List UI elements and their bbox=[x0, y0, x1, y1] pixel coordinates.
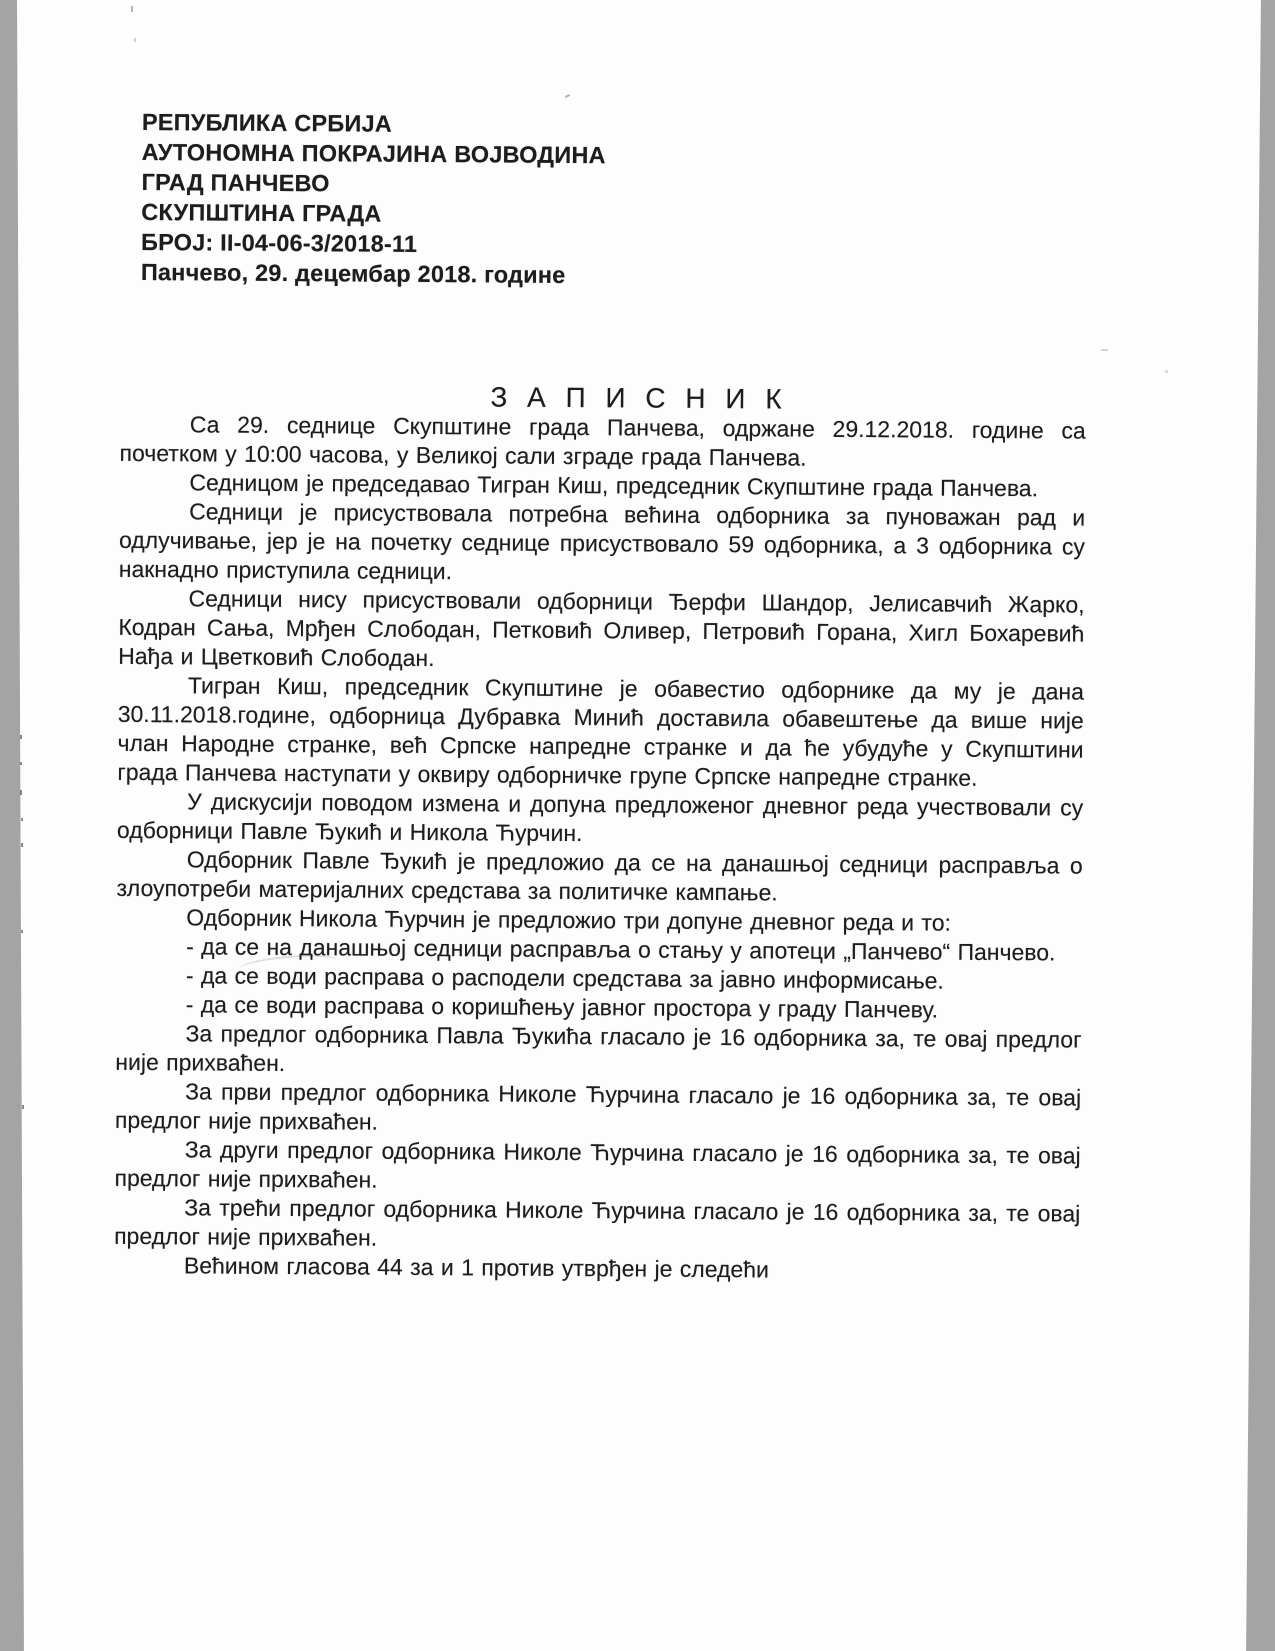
paper-edge-mark bbox=[21, 818, 23, 821]
para-vote-djukic: За предлог одборника Павла Ђукића гласало је 16 одборника за, те овај предлог није прихваћен. bbox=[115, 1020, 1082, 1077]
letterhead-assembly: СКУПШТИНА ГРАДА bbox=[141, 198, 382, 227]
letterhead bbox=[141, 107, 1088, 294]
para-djukic-proposal: Одборник Павле Ђукић је предложио да се на данашњој седници расправља о злоупотреби материјалних средстава за политичке кампање. bbox=[116, 846, 1083, 906]
para-party-change: Тигран Киш, председник Скупштине је обавестио одборнике да му је дана 30.11.2018.године, одборница Дубравка Минић доставила обавештење да више није члан Народне странке, већ Српске напредне странке и да ће убудуће у Скупштини града Панчева наступати у оквиру одборничке групе Српске напредне странке. bbox=[117, 672, 1085, 791]
agenda-item-media-funds: - да се води расправа о расподели средстава за јавно информисање. bbox=[185, 962, 944, 994]
para-chairman: Седницом је председавао Тигран Киш, председник Скупштине града Панчева. bbox=[189, 469, 1039, 502]
para-quorum: Седници је присуствовала потребна већина одборника за пуноважан рад и одлучивање, јер је на почетку седнице присуствовало 59 одборника, а 3 одборника су накнадно приступила седници. bbox=[118, 498, 1086, 585]
para-session-info: Са 29. седнице Скупштине града Панчева, одржане 29.12.2018. године са почетком у 10:00 часова, у Великој сали зграде града Панчева. bbox=[119, 411, 1086, 471]
paper-edge-mark bbox=[21, 843, 23, 847]
para-absent-members: Седници нису присуствовали одборници Ђерфи Шандор, Јелисавчић Жарко, Кодран Сања, Мрђен Слободан, Петковић Оливер, Петровић Горана, Хигл Бохаревић Нађа и Цветковић Слободан. bbox=[118, 585, 1085, 672]
agenda-item-public-space: - да се води расправа о коришћењу јавног простора у граду Панчеву. bbox=[185, 991, 939, 1023]
scan-speck bbox=[1165, 370, 1168, 373]
document-content bbox=[114, 0, 1089, 1287]
letterhead-province: АУТОНОМНА ПОКРАЈИНА ВОЈВОДИНА bbox=[141, 138, 606, 169]
para-vote-curcin-3: За трећи предлог одборника Николе Ћурчина гласало је 16 одборника за, те овај предлог није прихваћен. bbox=[114, 1194, 1081, 1251]
paper-edge-mark bbox=[20, 790, 22, 795]
letterhead-place-date: Панчево, 29. децембар 2018. године bbox=[140, 258, 566, 288]
paper-edge-mark bbox=[21, 930, 23, 933]
para-curcin-proposals: Одборник Никола Ћурчин је предложио три допуне дневног реда и то: bbox=[186, 904, 952, 936]
letterhead-ref-number: БРОЈ: II-04-06-3/2018-11 bbox=[140, 228, 418, 257]
document-title: З А П И С Н И К bbox=[490, 381, 788, 415]
para-final-vote: Већином гласова 44 за и 1 против утврђен је следећи bbox=[183, 1252, 769, 1283]
paper-edge-mark bbox=[20, 735, 22, 739]
paper-edge-mark bbox=[20, 762, 22, 765]
paper-edge-mark bbox=[22, 1105, 24, 1109]
letterhead-republic: РЕПУБЛИКА СРБИЈА bbox=[141, 109, 393, 137]
para-vote-curcin-2: За други предлог одборника Николе Ћурчина гласало је 16 одборника за, те овај предлог није прихваћен. bbox=[114, 1136, 1081, 1193]
scan-speck bbox=[1101, 349, 1108, 351]
agenda-item-pharmacy: - да се на данашњој седници расправља о стању у апотеци „Панчево“ Панчево. bbox=[186, 933, 1056, 966]
letterhead-city: ГРАД ПАНЧЕВО bbox=[141, 168, 330, 197]
para-vote-curcin-1: За први предлог одборника Николе Ћурчина гласало је 16 одборника за, те овај предлог није прихваћен. bbox=[114, 1078, 1082, 1135]
para-agenda-discussion: У дискусији поводом измена и допуна предложеног дневног реда учествовали су одборници Павле Ђукић и Никола Ћурчин. bbox=[116, 788, 1084, 847]
